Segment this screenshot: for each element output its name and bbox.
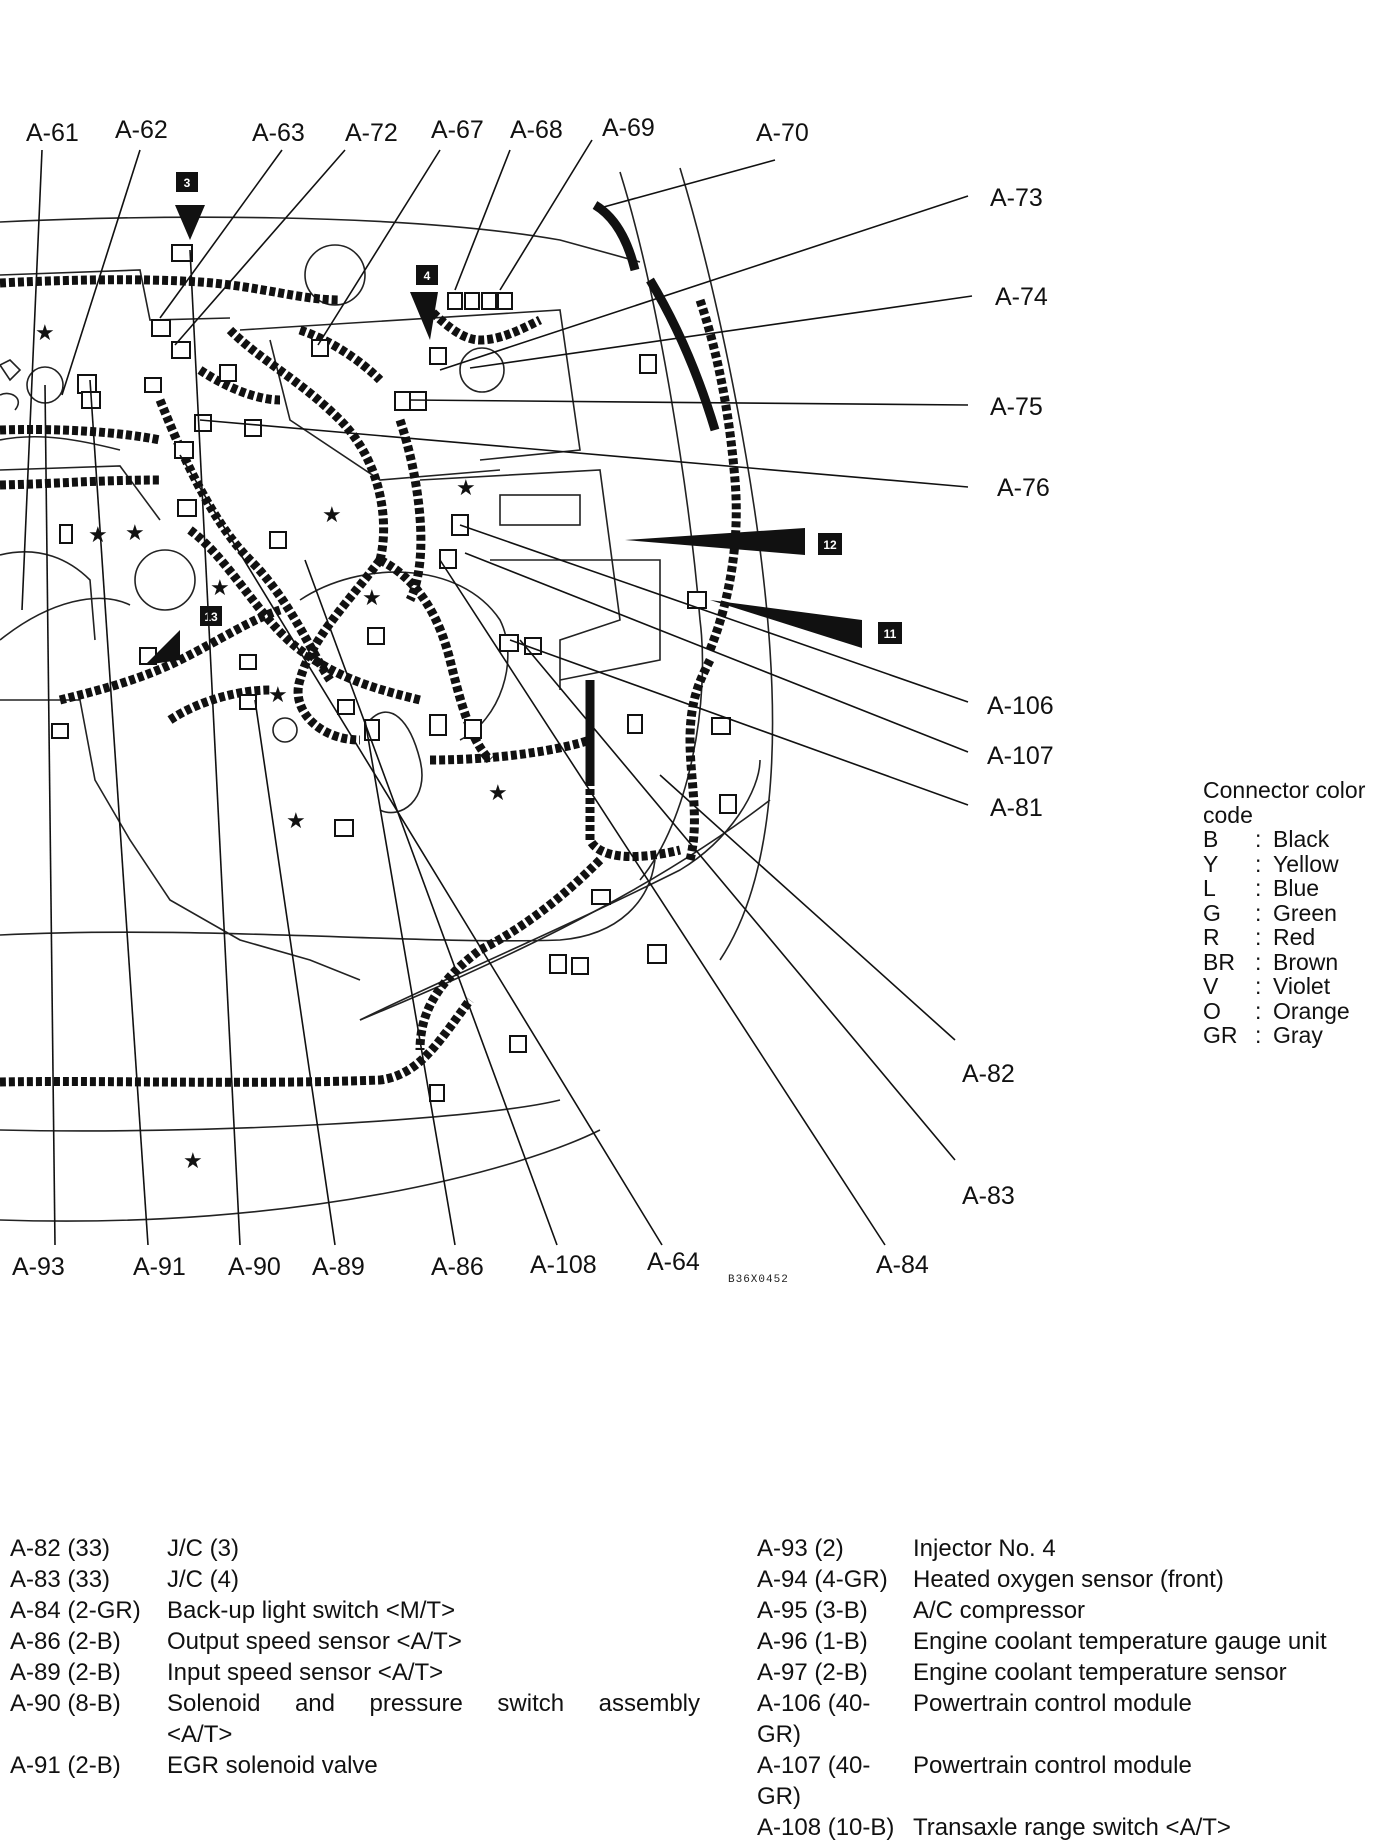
- box-number: 11: [883, 627, 897, 641]
- svg-text:★: ★: [183, 1149, 203, 1174]
- callouts-top: [26, 114, 809, 147]
- connectors: [52, 245, 736, 1101]
- part-desc: Heated oxygen sensor (front): [913, 1566, 1224, 1593]
- connector-color-legend: [1203, 778, 1388, 1048]
- callout-label: A-86: [431, 1253, 484, 1281]
- callout-label: A-93: [12, 1253, 65, 1281]
- svg-text:★: ★: [125, 521, 145, 546]
- part-row: [10, 1657, 700, 1688]
- callout-label: A-106: [987, 692, 1054, 720]
- part-desc: J/C (4): [167, 1566, 239, 1593]
- part-id: A-83 (33): [10, 1566, 111, 1593]
- part-row: [757, 1595, 1387, 1626]
- part-row: [10, 1595, 700, 1626]
- callouts-right: [962, 184, 1054, 1210]
- part-id: A-94 (4-GR): [757, 1566, 888, 1593]
- box-number: 4: [423, 269, 431, 283]
- callout-label: A-84: [876, 1251, 929, 1279]
- part-row: [757, 1564, 1387, 1595]
- legend-item: Y : Yellow: [1203, 850, 1339, 877]
- callout-label: A-67: [431, 116, 484, 144]
- callout-label: A-75: [990, 393, 1043, 421]
- svg-text:★: ★: [362, 586, 382, 611]
- legend-item: BR : Brown: [1203, 948, 1339, 975]
- svg-text:★: ★: [322, 503, 342, 528]
- svg-text:★: ★: [35, 321, 55, 346]
- part-row: [10, 1688, 700, 1719]
- part-id: A-84 (2-GR): [10, 1597, 141, 1624]
- part-id: A-89 (2-B): [10, 1659, 121, 1686]
- part-id: A-97 (2-B): [757, 1659, 868, 1686]
- ground-point-stars: [35, 321, 508, 1174]
- part-row: [757, 1657, 1387, 1688]
- svg-text:★: ★: [286, 809, 306, 834]
- part-desc: Engine coolant temperature gauge unit: [913, 1628, 1327, 1655]
- part-desc: Powertrain control module: [913, 1690, 1192, 1717]
- part-row: [757, 1688, 1387, 1750]
- part-desc: J/C (3): [167, 1535, 239, 1562]
- part-id: A-86 (2-B): [10, 1628, 121, 1655]
- figure-code: B36X0452: [728, 1274, 789, 1286]
- callout-label: A-70: [756, 119, 809, 147]
- callout-label: A-69: [602, 114, 655, 142]
- callout-label: A-90: [228, 1253, 281, 1281]
- legend-item: O : Orange: [1203, 997, 1350, 1024]
- part-row: [10, 1533, 700, 1564]
- callout-label: A-89: [312, 1253, 365, 1281]
- callout-label: A-61: [26, 119, 79, 147]
- part-id: A-107 (40-GR): [757, 1752, 871, 1810]
- part-desc: Output speed sensor <A/T>: [167, 1628, 462, 1655]
- part-row: [10, 1719, 700, 1750]
- boxed-numbers: [176, 172, 902, 644]
- part-row: [757, 1626, 1387, 1657]
- part-id: A-108 (10-B): [757, 1814, 895, 1841]
- callouts-bottom: [12, 1248, 929, 1281]
- part-desc: EGR solenoid valve: [167, 1752, 378, 1779]
- callout-label: A-108: [530, 1251, 597, 1279]
- callout-label: A-74: [995, 283, 1048, 311]
- svg-text:★: ★: [210, 576, 230, 601]
- part-row: [10, 1750, 700, 1781]
- callout-label: A-81: [990, 794, 1043, 822]
- callout-label: A-62: [115, 116, 168, 144]
- part-id: A-90 (8-B): [10, 1690, 121, 1717]
- box-number: 12: [823, 538, 837, 552]
- callout-label: A-63: [252, 119, 305, 147]
- callout-label: A-76: [997, 474, 1050, 502]
- part-desc: Powertrain control module: [913, 1752, 1192, 1779]
- legend-item: B : Black: [1203, 826, 1330, 852]
- legend-item: V : Violet: [1203, 973, 1331, 999]
- svg-text:★: ★: [88, 523, 108, 548]
- legend-title: Connector color: [1203, 777, 1366, 803]
- box-number: 13: [204, 610, 218, 624]
- callout-label: A-68: [510, 116, 563, 144]
- part-id: A-106 (40-GR): [757, 1690, 871, 1748]
- callout-label: A-91: [133, 1253, 186, 1281]
- callout-label: A-83: [962, 1182, 1015, 1210]
- part-id: A-95 (3-B): [757, 1597, 868, 1624]
- part-row: [10, 1564, 700, 1595]
- legend-item: G : Green: [1203, 899, 1337, 926]
- part-desc: Back-up light switch <M/T>: [167, 1597, 456, 1624]
- part-row: [757, 1812, 1387, 1843]
- engine-outline: [0, 168, 773, 1221]
- callout-label: A-73: [990, 184, 1043, 212]
- part-desc: Solenoid and pressure switch assembly: [167, 1690, 700, 1717]
- parts-list-right: [757, 1533, 1387, 1843]
- legend-item: R : Red: [1203, 924, 1316, 950]
- part-row: [757, 1750, 1387, 1812]
- part-desc: Injector No. 4: [913, 1535, 1056, 1562]
- parts-list-left: [10, 1533, 700, 1781]
- callout-label: A-64: [647, 1248, 700, 1276]
- callout-label: A-107: [987, 742, 1054, 770]
- svg-text:★: ★: [488, 781, 508, 806]
- svg-text:★: ★: [268, 683, 288, 708]
- part-id: A-82 (33): [10, 1535, 111, 1562]
- legend-item: GR : Gray: [1203, 1022, 1323, 1048]
- part-id: A-96 (1-B): [757, 1628, 868, 1655]
- part-desc: Input speed sensor <A/T>: [167, 1659, 444, 1686]
- callout-label: A-72: [345, 119, 398, 147]
- part-row: [10, 1626, 700, 1657]
- legend-title: code: [1203, 801, 1253, 828]
- part-id: A-93 (2): [757, 1535, 844, 1562]
- part-desc: A/C compressor: [913, 1597, 1086, 1624]
- callout-label: A-82: [962, 1060, 1015, 1088]
- legend-item: L : Blue: [1203, 875, 1320, 901]
- part-desc: Engine coolant temperature sensor: [913, 1659, 1287, 1686]
- part-row: [757, 1533, 1387, 1564]
- part-id: A-91 (2-B): [10, 1752, 121, 1779]
- svg-text:★: ★: [456, 476, 476, 501]
- part-desc: <A/T>: [167, 1721, 233, 1748]
- box-number: 3: [183, 176, 191, 190]
- part-desc: Transaxle range switch <A/T>: [913, 1814, 1231, 1841]
